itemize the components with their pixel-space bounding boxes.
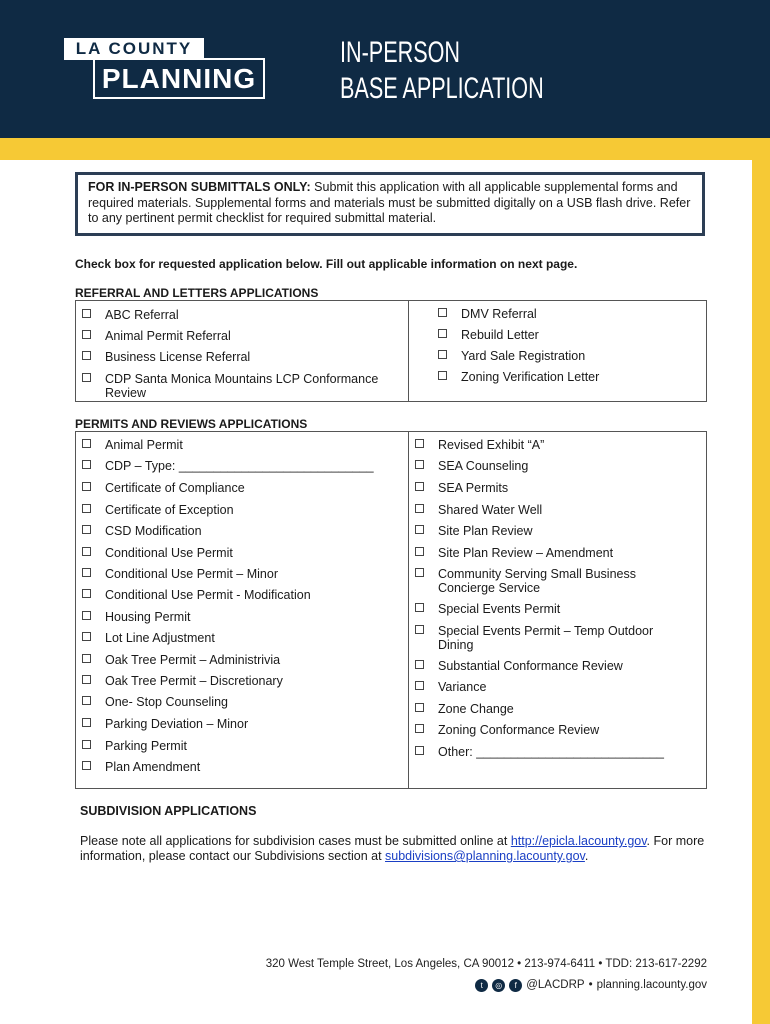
checkbox[interactable] <box>415 724 424 733</box>
yellow-band <box>0 138 770 160</box>
checkbox[interactable] <box>82 547 91 556</box>
checkbox[interactable] <box>438 350 447 359</box>
checkbox[interactable] <box>82 696 91 705</box>
checkbox[interactable] <box>415 681 424 690</box>
checkbox[interactable] <box>82 589 91 598</box>
checkbox[interactable] <box>82 309 91 318</box>
checkbox[interactable] <box>82 761 91 770</box>
checkbox[interactable] <box>82 718 91 727</box>
instruction-text: Check box for requested application below. Fill out applicable information on next page. <box>75 257 578 271</box>
checkbox[interactable] <box>415 660 424 669</box>
subdivision-text-3: . <box>584 849 589 863</box>
checkbox[interactable] <box>82 675 91 684</box>
checkbox[interactable] <box>82 373 91 382</box>
checkbox[interactable] <box>415 703 424 712</box>
checkbox[interactable] <box>82 439 91 448</box>
checkbox[interactable] <box>438 308 447 317</box>
checkbox[interactable] <box>82 482 91 491</box>
title-line-2: BASE APPLICATION <box>340 72 544 105</box>
page-title <box>340 35 544 107</box>
notice-text: Submit this application with all applicable supplemental forms and required materials. Supplemental forms and materials must be submitted digitally on a USB flash drive. Refer to any pertinent permit checklist for required submittal material. <box>88 180 691 225</box>
checkbox[interactable] <box>82 654 91 663</box>
checkbox[interactable] <box>82 504 91 513</box>
website-link[interactable]: planning.lacounty.gov <box>596 979 707 991</box>
checkbox[interactable] <box>82 632 91 641</box>
checkbox[interactable] <box>82 568 91 577</box>
social-handle[interactable]: @LACDRP <box>526 979 585 991</box>
checkbox[interactable] <box>415 568 424 577</box>
notice-bold: FOR IN-PERSON SUBMITTALS ONLY: <box>88 180 311 194</box>
logo-top-text: LA COUNTY <box>64 38 204 60</box>
checkbox[interactable] <box>82 611 91 620</box>
referral-section-title: REFERRAL AND LETTERS APPLICATIONS <box>75 286 319 300</box>
subdivision-section-title: SUBDIVISION APPLICATIONS <box>80 804 257 818</box>
checkbox[interactable] <box>415 460 424 469</box>
checkbox[interactable] <box>415 482 424 491</box>
checkbox[interactable] <box>415 746 424 755</box>
facebook-icon[interactable]: f <box>509 979 522 992</box>
checkbox[interactable] <box>415 603 424 612</box>
logo-box: PLANNING <box>93 58 265 99</box>
subdivision-text-2: . For more information, please contact our Subdivisions section at <box>80 834 705 863</box>
checkbox[interactable] <box>415 439 424 448</box>
checkbox[interactable] <box>415 525 424 534</box>
checkbox[interactable] <box>82 460 91 469</box>
checkbox[interactable] <box>415 504 424 513</box>
subdivision-text-1: Please note all applications for subdivision cases must be submitted online at <box>80 834 511 848</box>
twitter-icon[interactable]: t <box>475 979 488 992</box>
checkbox[interactable] <box>438 329 447 338</box>
title-line-1: IN-PERSON <box>340 36 461 69</box>
checkbox[interactable] <box>82 525 91 534</box>
permits-section-title: PERMITS AND REVIEWS APPLICATIONS <box>75 417 308 431</box>
instagram-icon[interactable]: ◎ <box>492 979 505 992</box>
checkbox[interactable] <box>82 330 91 339</box>
permits-divider <box>408 431 409 789</box>
subdivisions-email-link[interactable]: subdivisions@planning.lacounty.gov <box>385 849 585 863</box>
checkbox[interactable] <box>82 740 91 749</box>
subdivision-note <box>80 834 720 864</box>
header-banner <box>0 0 770 138</box>
footer-social <box>460 976 707 994</box>
checkbox[interactable] <box>415 547 424 556</box>
epicla-link[interactable]: http://epicla.lacounty.gov <box>510 834 647 848</box>
checkbox[interactable] <box>415 625 424 634</box>
checkbox[interactable] <box>438 371 447 380</box>
footer-separator: • <box>588 979 593 991</box>
notice-box <box>75 172 705 236</box>
yellow-side-bar <box>752 138 770 1024</box>
referral-divider <box>408 300 409 402</box>
footer-address: 320 West Temple Street, Los Angeles, CA 90012 • 213-974-6411 • TDD: 213-617-2292 <box>265 958 707 970</box>
checkbox[interactable] <box>82 351 91 360</box>
